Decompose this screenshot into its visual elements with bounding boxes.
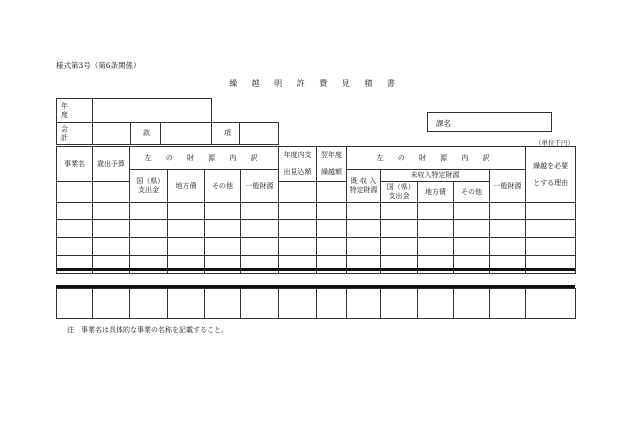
header-funding-breakdown-right: 左 の 財 源 内 訳 [347, 147, 526, 170]
header-other: その他 [205, 170, 241, 203]
header-expected-expenditure-line2: 出見込額 [283, 168, 312, 176]
main-table [56, 146, 576, 274]
header-reason-line1: 繰越を必要 [533, 161, 569, 170]
section-name-box[interactable]: 課名 [427, 112, 552, 132]
table-row [57, 203, 576, 220]
totals-table [56, 288, 576, 319]
table-row [57, 238, 576, 256]
header-national-pref-2-text: 国（県）支出金 [386, 183, 412, 200]
fiscal-year-field[interactable] [93, 99, 212, 123]
account-label: 会 計 [57, 123, 93, 145]
header-project-name: 事業名 [57, 147, 93, 182]
form-number-label: 様式第3号（第6条関係） [56, 61, 141, 70]
header-annual-budget: 歳出予算 [93, 147, 130, 182]
document-title: 繰 越 明 許 費 見 積 書 [229, 79, 401, 88]
header-received-specific-line2: 特定財源 [349, 186, 378, 194]
header-next-year-line1: 翌年度 [321, 151, 343, 159]
table-row [57, 220, 576, 238]
header-national-pref-2 [381, 182, 418, 203]
header-other-2: その他 [454, 182, 490, 203]
unit-label: （単位千円） [535, 139, 574, 147]
meta-table [56, 98, 279, 145]
fiscal-year-label: 年 度 [57, 99, 93, 123]
header-general-funds: 一般財源 [241, 170, 279, 203]
account-field[interactable] [93, 123, 131, 145]
total-row [57, 289, 576, 319]
ko-field[interactable] [240, 123, 279, 145]
header-reason-line2: とする理由 [533, 178, 569, 187]
header-next-year [317, 147, 347, 182]
double-rule-top [56, 268, 575, 271]
header-funding-breakdown-left: 左 の 財 源 内 訳 [130, 147, 279, 170]
kan-label: 款 [131, 123, 161, 145]
header-expected-expenditure [279, 147, 317, 182]
header-unreceived-specific: 未収入特定財源 [381, 170, 490, 182]
ko-label: 項 [212, 123, 240, 145]
header-local-bond-2: 地方債 [418, 182, 454, 203]
header-received-specific-line1: 既 収 入 [350, 177, 377, 185]
header-local-bond: 地方債 [168, 170, 205, 203]
header-reason [526, 147, 576, 203]
header-expected-expenditure-line1: 年度内支 [283, 151, 312, 159]
header-national-pref [130, 170, 168, 203]
header-national-pref-text: 国（県）支出金 [136, 177, 161, 194]
header-received-specific [347, 170, 381, 203]
header-next-year-line2: 繰越額 [321, 168, 343, 176]
header-general-funds-2: 一般財源 [490, 170, 526, 203]
footnote: 注 事業名は具体的な事業の名称を記載すること。 [67, 326, 228, 334]
kan-field[interactable] [161, 123, 212, 145]
